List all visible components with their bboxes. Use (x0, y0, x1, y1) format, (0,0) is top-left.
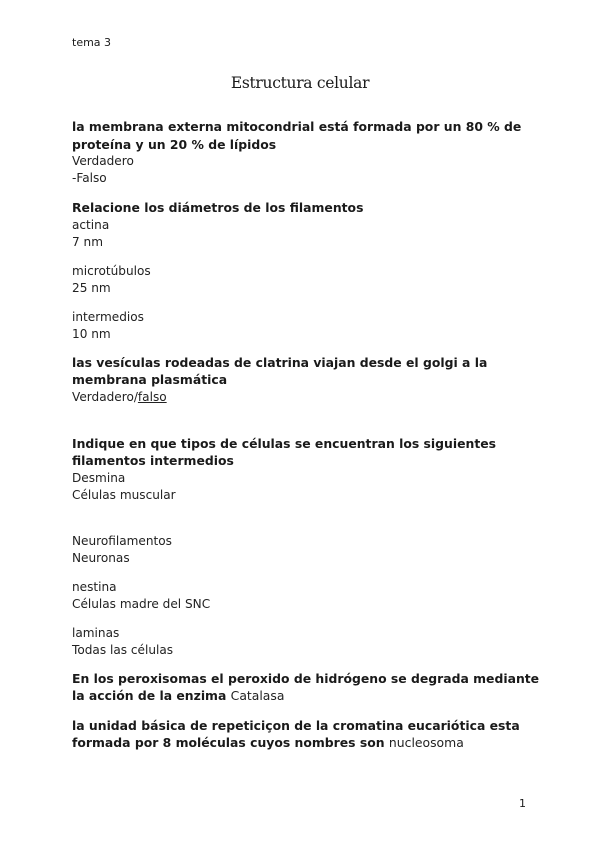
item-value: Células muscular (72, 487, 176, 502)
item-name: intermedios (72, 309, 144, 324)
question-4 (72, 435, 542, 659)
question-6-prompt: la unidad básica de repeticiçon de la cromatina eucariótica esta formada por 8 moléculas cuyos nombres son (72, 717, 520, 750)
question-1-text: la membrana externa mitocondrial está formada por un 80 % de proteína y un 20 % de lípidos (72, 119, 522, 152)
item-value: Neuronas (72, 550, 130, 565)
answer-verdadero: Verdadero/ (72, 389, 138, 404)
document-body (72, 118, 542, 752)
page-number: 1 (519, 797, 526, 810)
question-4-item-neurofilamentos (72, 533, 542, 567)
answer-falso-underlined: falso (137, 389, 167, 404)
question-5-prompt: En los peroxisomas el peroxido de hidrógeno se degrada mediante la acción de la enzima (72, 670, 540, 703)
item-value: Todas las células (72, 642, 174, 657)
question-6-text (72, 717, 542, 752)
item-value: 25 nm (72, 280, 111, 295)
item-name: Desmina (72, 470, 126, 485)
question-3-text: las vesículas rodeadas de clatrina viajan desde el golgi a la membrana plasmática (72, 354, 488, 387)
question-6 (72, 717, 542, 752)
question-3 (72, 354, 542, 406)
question-2 (72, 199, 542, 343)
question-2-item-microtubulos (72, 263, 542, 297)
question-5 (72, 670, 542, 705)
question-5-text (72, 670, 542, 705)
question-4-item-laminas (72, 625, 542, 659)
item-name: laminas (72, 625, 120, 640)
item-value: Células madre del SNC (72, 596, 211, 611)
question-2-item-intermedios (72, 309, 542, 343)
question-6-answer: nucleosoma (388, 735, 464, 750)
question-1-option-true: Verdadero (72, 154, 134, 168)
item-value: 10 nm (72, 326, 111, 341)
item-name: nestina (72, 579, 117, 594)
item-name: actina (72, 217, 110, 232)
question-4-item-desmina (72, 470, 542, 504)
item-name: microtúbulos (72, 263, 151, 278)
header-tema: tema 3 (72, 36, 112, 49)
page-title: Estructura celular (230, 74, 370, 92)
question-2-item-actina (72, 217, 542, 251)
question-5-answer: Catalasa (230, 688, 285, 703)
item-name: Neurofilamentos (72, 533, 172, 548)
question-1-option-false: -Falso (72, 171, 107, 185)
question-4-item-nestina (72, 579, 542, 613)
item-value: 7 nm (72, 234, 103, 249)
question-3-answer (72, 389, 542, 406)
question-1 (72, 118, 542, 187)
question-2-text: Relacione los diámetros de los filamentos (72, 200, 364, 215)
question-4-text: Indique en que tipos de células se encuentran los siguientes filamentos intermedios (72, 435, 497, 468)
